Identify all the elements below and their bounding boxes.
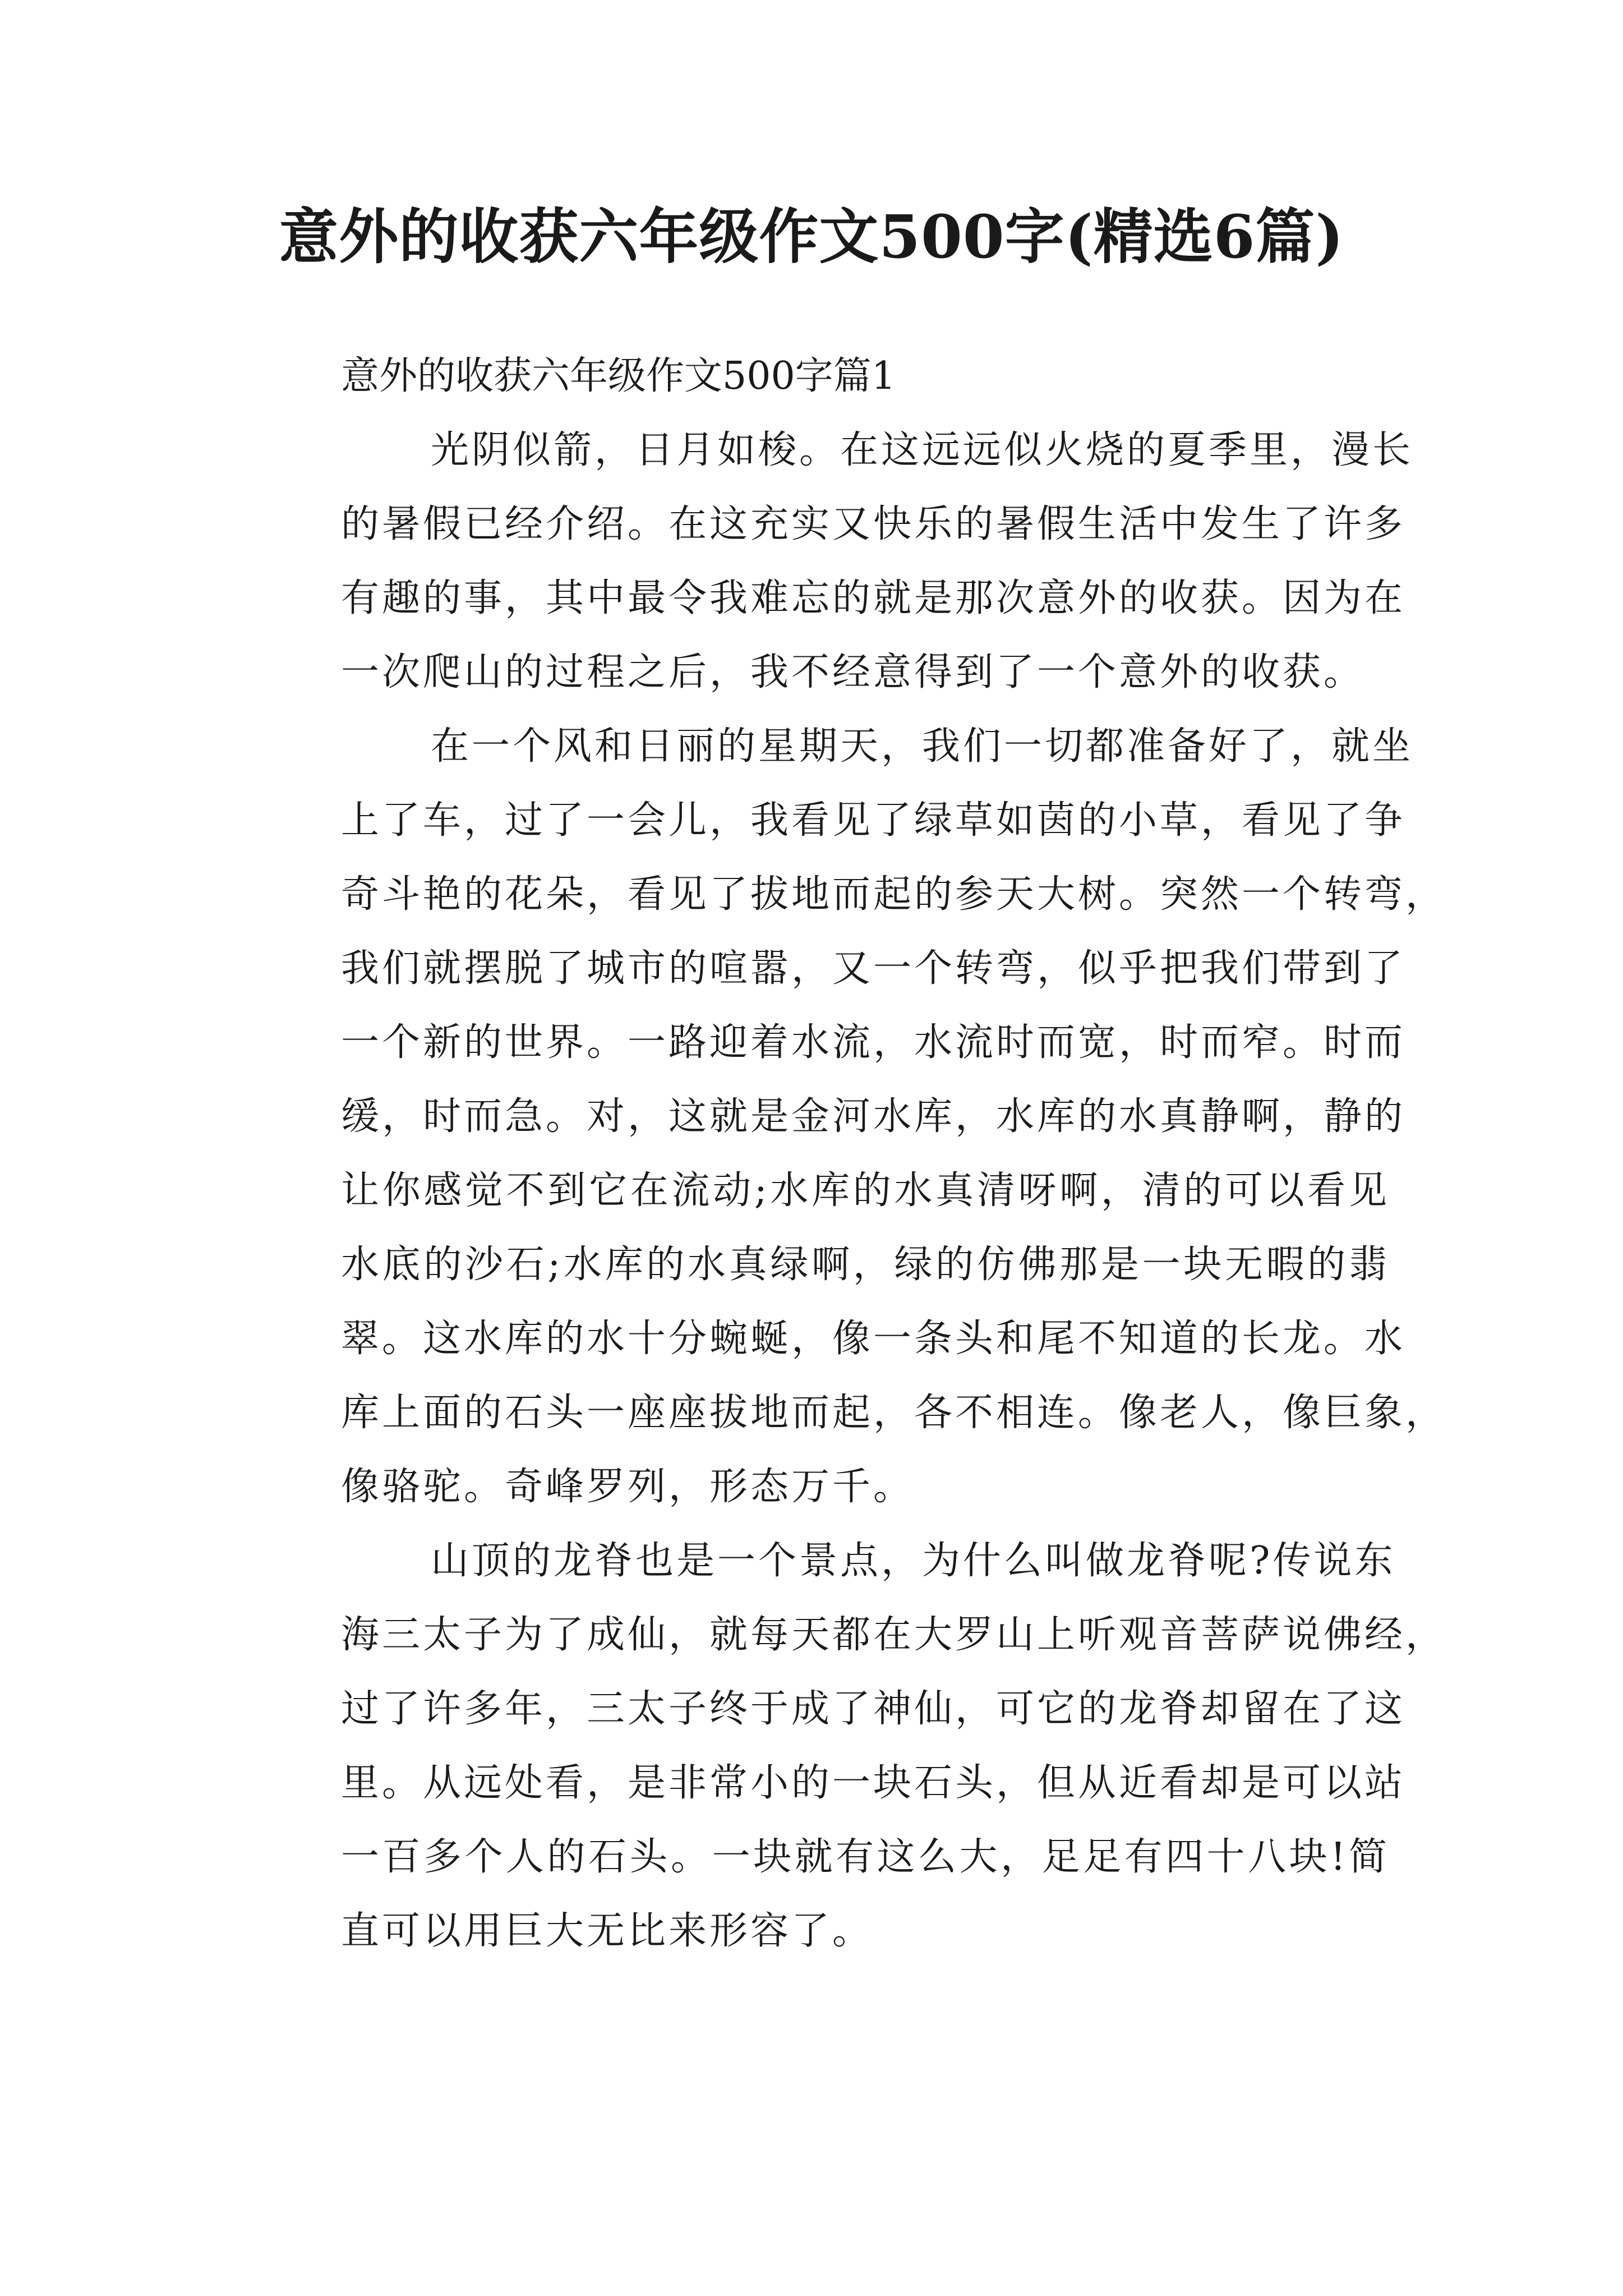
document-body <box>251 339 1447 1968</box>
paragraph-line: 一次爬山的过程之后，我不经意得到了一个意外的收获。 <box>341 650 1365 694</box>
document-title: 意外的收获六年级作文500字(精选6篇) <box>279 201 1344 272</box>
paragraph-line: 奇斗艳的花朵，看见了拔地而起的参天大树。突然一个转弯， <box>341 872 1447 917</box>
paragraph-line: 像骆驼。奇峰罗列，形态万千。 <box>341 1465 915 1509</box>
paragraph-line: 里。从远处看，是非常小的一块石头，但从近看却是可以站 <box>341 1761 1406 1805</box>
paragraph-line: 光阴似箭，日月如梭。在这远远似火烧的夏季里，漫长 <box>431 428 1414 472</box>
paragraph-2 <box>251 710 1447 1524</box>
paragraph-3 <box>251 1524 1447 1968</box>
paragraph-line: 我们就摆脱了城市的喧嚣，又一个转弯，似乎把我们带到了 <box>341 946 1406 991</box>
section-heading: 意外的收获六年级作文500字篇1 <box>341 354 896 398</box>
paragraph-line: 水底的沙石;水库的水真绿啊，绿的仿佛那是一块无暇的翡 <box>341 1243 1390 1287</box>
paragraph-line: 翠。这水库的水十分蜿蜒，像一条头和尾不知道的长龙。水 <box>341 1317 1406 1361</box>
paragraph-line: 让你感觉不到它在流动;水库的水真清呀啊，清的可以看见 <box>341 1168 1390 1213</box>
paragraph-line: 的暑假已经介绍。在这充实又快乐的暑假生活中发生了许多 <box>341 502 1406 546</box>
paragraph-line: 海三太子为了成仙，就每天都在大罗山上听观音菩萨说佛经， <box>341 1613 1447 1657</box>
paragraph-line: 一个新的世界。一路迎着水流，水流时而宽，时而窄。时而 <box>341 1020 1406 1065</box>
paragraph-line: 一百多个人的石头。一块就有这么大，足足有四十八块!简 <box>341 1835 1390 1879</box>
paragraph-line: 直可以用巨大无比来形容了。 <box>341 1909 874 1953</box>
paragraph-line: 有趣的事，其中最令我难忘的就是那次意外的收获。因为在 <box>341 576 1406 620</box>
paragraph-line: 在一个风和日丽的星期天，我们一切都准备好了，就坐 <box>431 724 1414 769</box>
paragraph-line: 山顶的龙脊也是一个景点，为什么叫做龙脊呢?传说东 <box>431 1539 1396 1583</box>
paragraph-line: 过了许多年，三太子终于成了神仙，可它的龙脊却留在了这 <box>341 1687 1406 1731</box>
paragraph-line: 上了车，过了一会儿，我看见了绿草如茵的小草，看见了争 <box>341 798 1406 843</box>
paragraph-1 <box>251 413 1414 710</box>
paragraph-line: 缓，时而急。对，这就是金河水库，水库的水真静啊，静的 <box>341 1094 1406 1139</box>
paragraph-line: 库上面的石头一座座拔地而起，各不相连。像老人，像巨象， <box>341 1391 1447 1435</box>
